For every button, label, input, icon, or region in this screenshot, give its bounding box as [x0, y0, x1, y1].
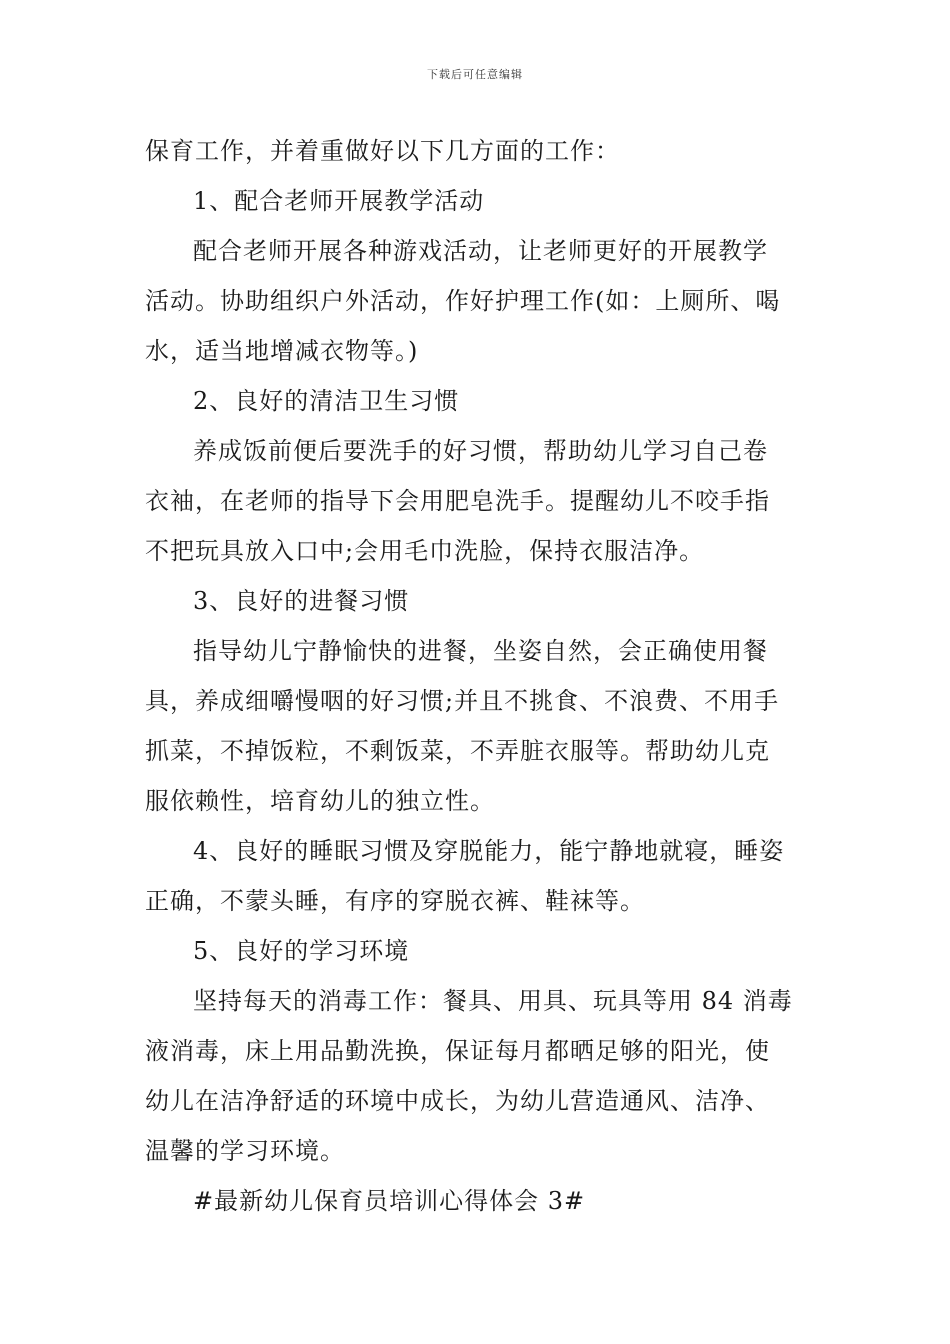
text-line: 水，适当地增减衣物等。): [145, 337, 419, 365]
text-line: 1、配合老师开展教学活动: [193, 187, 485, 215]
text-line: 3、良好的进餐习惯: [193, 587, 410, 615]
page-header-note: 下载后可任意编辑: [427, 68, 523, 81]
text-line: 衣袖，在老师的指导下会用肥皂洗手。提醒幼儿不咬手指: [145, 487, 770, 515]
text-line: 抓菜，不掉饭粒，不剩饭菜，不弄脏衣服等。帮助幼儿克: [145, 737, 770, 765]
text-line: 4、良好的睡眠习惯及穿脱能力，能宁静地就寝，睡姿: [193, 837, 785, 865]
text-line: 指导幼儿宁静愉快的进餐，坐姿自然，会正确使用餐: [193, 637, 768, 665]
text-line: 5、良好的学习环境: [193, 937, 410, 965]
text-line: 配合老师开展各种游戏活动，让老师更好的开展教学: [193, 237, 768, 265]
text-line: 保育工作，并着重做好以下几方面的工作：: [145, 137, 620, 165]
text-line: 坚持每天的消毒工作：餐具、用具、玩具等用 84 消毒: [193, 987, 793, 1015]
text-line: 服依赖性，培育幼儿的独立性。: [145, 787, 495, 815]
text-line: 2、良好的清洁卫生习惯: [193, 387, 460, 415]
text-line: 正确，不蒙头睡，有序的穿脱衣裤、鞋袜等。: [145, 887, 645, 915]
text-line: 液消毒，床上用品勤洗换，保证每月都晒足够的阳光，使: [145, 1037, 770, 1065]
text-line: 幼儿在洁净舒适的环境中成长，为幼儿营造通风、洁净、: [145, 1087, 770, 1115]
text-line: #最新幼儿保育员培训心得体会 3#: [193, 1187, 586, 1215]
text-line: 具，养成细嚼慢咽的好习惯;并且不挑食、不浪费、不用手: [145, 687, 780, 715]
text-line: 不把玩具放入口中;会用毛巾洗脸，保持衣服洁净。: [145, 537, 705, 565]
text-line: 养成饭前便后要洗手的好习惯，帮助幼儿学习自己卷: [193, 437, 768, 465]
document-body: [145, 126, 817, 1226]
text-line: 活动。协助组织户外活动，作好护理工作(如：上厕所、喝: [145, 287, 781, 315]
text-line: 温馨的学习环境。: [145, 1137, 345, 1165]
